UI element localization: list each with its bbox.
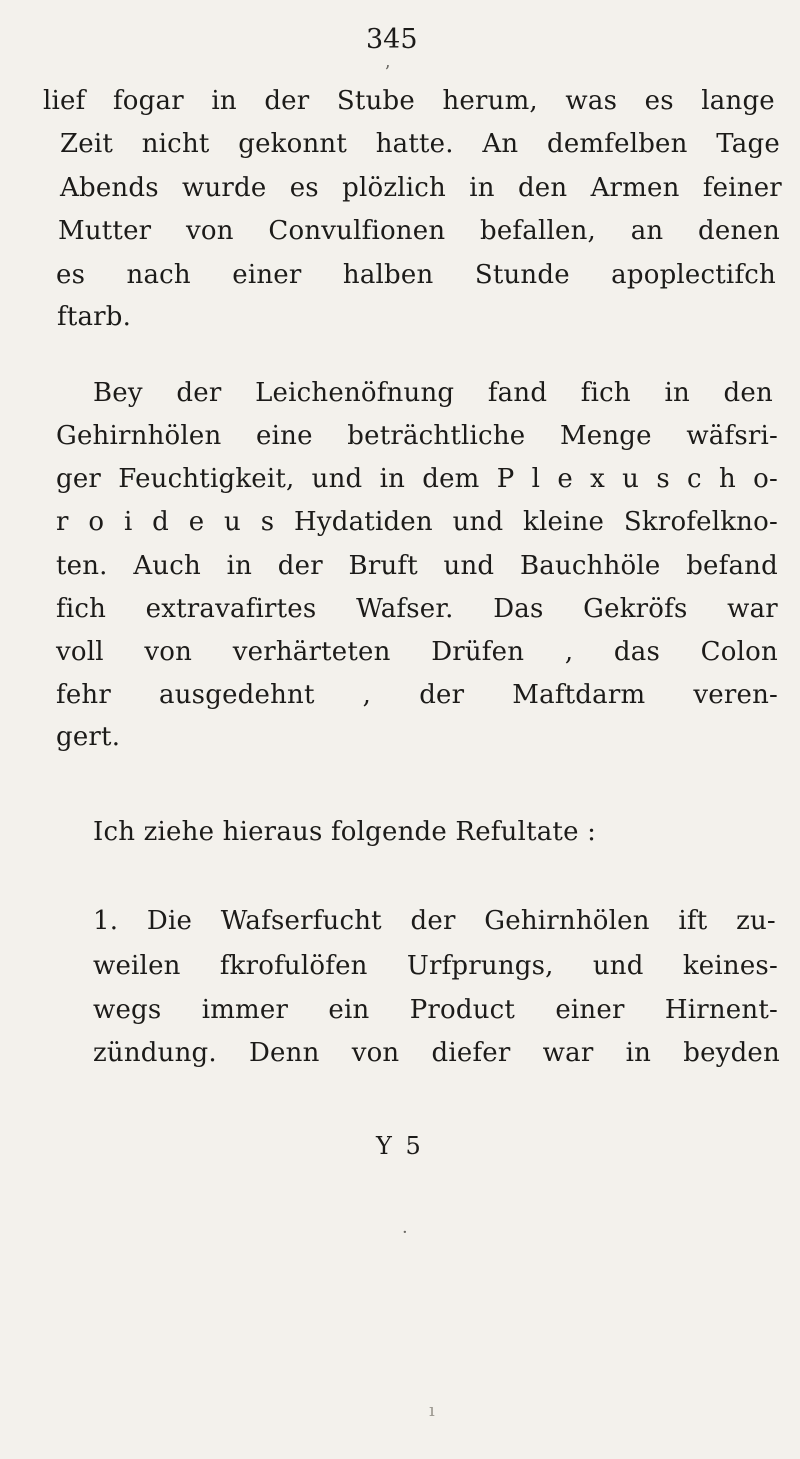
signature-mark: Y 5	[376, 1132, 424, 1160]
text-line: zündung. Denn von diefer war in beyden	[93, 1038, 780, 1068]
text-line: Zeit nicht gekonnt hatte. An demfelben Tage	[60, 129, 780, 159]
ink-speck: ʼ	[384, 62, 390, 83]
text-line: wegs immer ein Product einer Hirnent-	[93, 995, 778, 1025]
text-line: Bey der Leichenöfnung fand fich in den	[93, 378, 773, 408]
text-line: weilen fkrofulöfen Urfprungs, und keines-	[93, 951, 778, 981]
text-line: ger Feuchtigkeit, und in dem P l e x u s c h o-	[56, 464, 778, 494]
text-line: lief fogar in der Stube herum, was es lange	[43, 86, 775, 116]
page-number: 345	[366, 24, 418, 55]
text-line: ftarb.	[57, 302, 132, 332]
text-line: es nach einer halben Stunde apoplectifch	[56, 260, 776, 290]
text-line: r o i d e u s Hydatiden und kleine Skrofelkno-	[56, 507, 778, 537]
text-line: gert.	[56, 722, 121, 752]
text-line: Mutter von Convulfionen befallen, an denen	[58, 216, 780, 246]
text-line: voll von verhärteten Drüfen , das Colon	[56, 637, 778, 667]
ink-speck: ·	[402, 1222, 408, 1243]
ink-speck: ı	[429, 1400, 435, 1421]
text-line: 1. Die Wafserfucht der Gehirnhölen ift zu-	[93, 906, 776, 936]
text-line: Abends wurde es plözlich in den Armen feiner	[60, 173, 782, 203]
text-line: ten. Auch in der Bruft und Bauchhöle befand	[56, 551, 778, 581]
text-line: Gehirnhölen eine beträchtliche Menge wäfsri-	[56, 421, 778, 451]
text-line: fehr ausgedehnt , der Maftdarm veren-	[56, 680, 778, 710]
text-line: fich extravafirtes Wafser. Das Gekröfs war	[56, 594, 778, 624]
text-line: Ich ziehe hieraus folgende Refultate :	[93, 817, 597, 847]
